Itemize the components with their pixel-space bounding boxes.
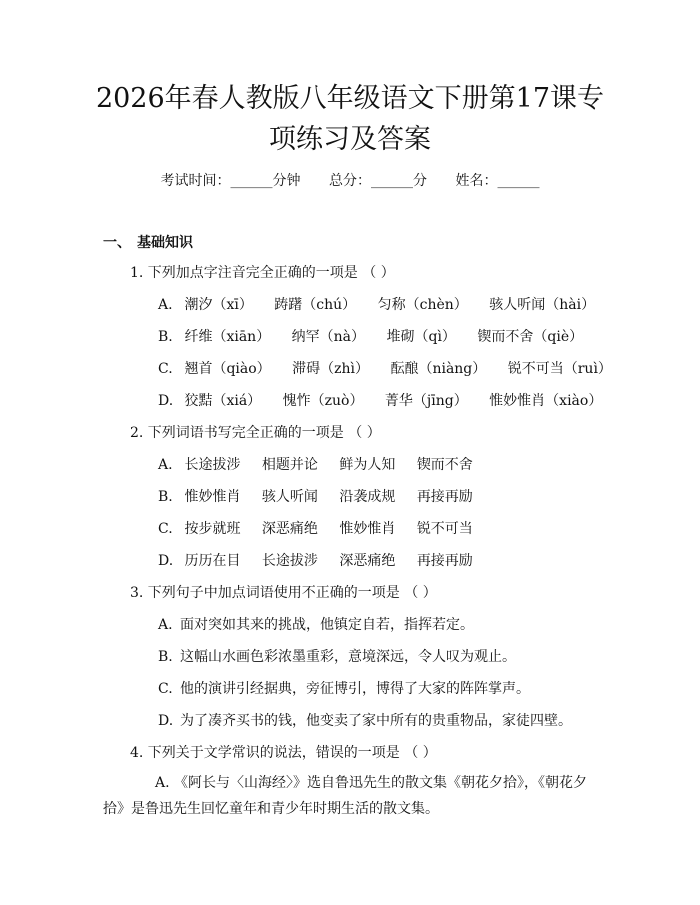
option-word: 深恶痛绝 [261, 521, 318, 537]
option-label: B. [158, 489, 173, 505]
option-label: D. [158, 713, 174, 729]
exam-meta [0, 170, 700, 190]
option-label: C. [158, 521, 173, 537]
option-word: 纳罕（nà） [291, 329, 366, 345]
option-word: 长途拔涉 [184, 457, 241, 473]
exam-time: 考试时间：______分钟 [160, 173, 301, 189]
question-1-stem: 1. 下列加点字注音完全正确的一项是 （ ） [130, 265, 395, 281]
q1-option-a [158, 294, 612, 314]
option-word: 菁华（jīng） [384, 393, 468, 409]
option-text: 面对突如其来的挑战，他镇定自若，指挥若定。 [180, 617, 474, 633]
option-word: 沿袭成规 [339, 489, 396, 505]
option-word: 按步就班 [184, 521, 241, 537]
option-word: 再接再励 [416, 489, 473, 505]
q2-option-a [158, 454, 490, 474]
option-word: 骇人听闻 [261, 489, 318, 505]
option-word: 酝酿（niàng） [390, 361, 487, 377]
option-label: A. [158, 457, 173, 473]
option-word: 堆砌（qì） [386, 329, 456, 345]
question-3-stem: 3. 下列句子中加点词语使用不正确的一项是 （ ） [130, 585, 437, 601]
option-word: 潮汐（xī） [184, 297, 253, 313]
option-text: 他的演讲引经据典，旁征博引，博得了大家的阵阵掌声。 [180, 681, 530, 697]
question-4-stem: 4. 下列关于文学常识的说法，错误的一项是 （ ） [130, 745, 437, 761]
q2-option-d [158, 550, 490, 570]
q1-option-c [158, 358, 629, 378]
option-word: 翘首（qiào） [184, 361, 271, 377]
option-word: 惟妙惟肖（xiào） [489, 393, 603, 409]
option-label: C. [158, 681, 173, 697]
option-word: 纤维（xiān） [184, 329, 271, 345]
option-word: 惟妙惟肖 [184, 489, 241, 505]
option-word: 踌躇（chú） [274, 297, 357, 313]
option-text: 为了凑齐买书的钱，他变卖了家中所有的贵重物品，家徒四壁。 [180, 713, 572, 729]
option-label: B. [158, 649, 173, 665]
section-heading [103, 232, 193, 252]
q1-option-d [158, 390, 619, 410]
document-title [60, 78, 640, 160]
option-word: 愧怍（zuò） [282, 393, 364, 409]
option-label: C. [158, 361, 173, 377]
q2-option-c [158, 518, 490, 538]
option-word: 狡黠（xiá） [184, 393, 262, 409]
option-label: D. [158, 393, 174, 409]
q2-option-b [158, 486, 490, 506]
option-label: A. [158, 297, 173, 313]
option-word: 相题并论 [261, 457, 318, 473]
option-word: 滞碍（zhì） [292, 361, 369, 377]
option-word: 深恶痛绝 [339, 553, 396, 569]
option-text: 这幅山水画色彩浓墨重彩，意境深远，令人叹为观止。 [180, 649, 516, 665]
q3-option-c [158, 678, 530, 698]
q1-option-b [158, 326, 600, 346]
option-word: 再接再励 [416, 553, 473, 569]
option-word: 惟妙惟肖 [339, 521, 396, 537]
student-name: 姓名：______ [455, 173, 540, 189]
option-word: 骇人听闻（hài） [489, 297, 596, 313]
option-word: 锐不可当 [416, 521, 473, 537]
option-word: 鲜为人知 [339, 457, 396, 473]
option-word: 匀称（chèn） [377, 297, 468, 313]
option-word: 历历在目 [184, 553, 241, 569]
section-number: 一、 [103, 235, 131, 251]
q4-option-a: A. 《阿长与〈山海经〉》选自鲁迅先生的散文集《朝花夕拾》，《朝花夕拾》是鲁迅先生回忆童年和青少年时期生活的散文集。 [103, 775, 588, 817]
title-line-1: 2026年春人教版八年级语文下册第17课专 [95, 83, 605, 114]
q3-option-b [158, 646, 516, 666]
question-2-stem: 2. 下列词语书写完全正确的一项是 （ ） [130, 425, 381, 441]
option-word: 锐不可当（ruì） [507, 361, 612, 377]
option-label: D. [158, 553, 174, 569]
option-label: A. [158, 617, 173, 633]
option-word: 锲而不舍 [416, 457, 473, 473]
total-score: 总分：______分 [329, 173, 427, 189]
option-word: 锲而不舍（qiè） [477, 329, 584, 345]
q3-option-d [158, 710, 572, 730]
section-title: 基础知识 [137, 235, 193, 251]
q3-option-a [158, 614, 474, 634]
option-label: B. [158, 329, 173, 345]
title-line-2: 项练习及答案 [269, 124, 431, 155]
option-word: 长途拔涉 [261, 553, 318, 569]
